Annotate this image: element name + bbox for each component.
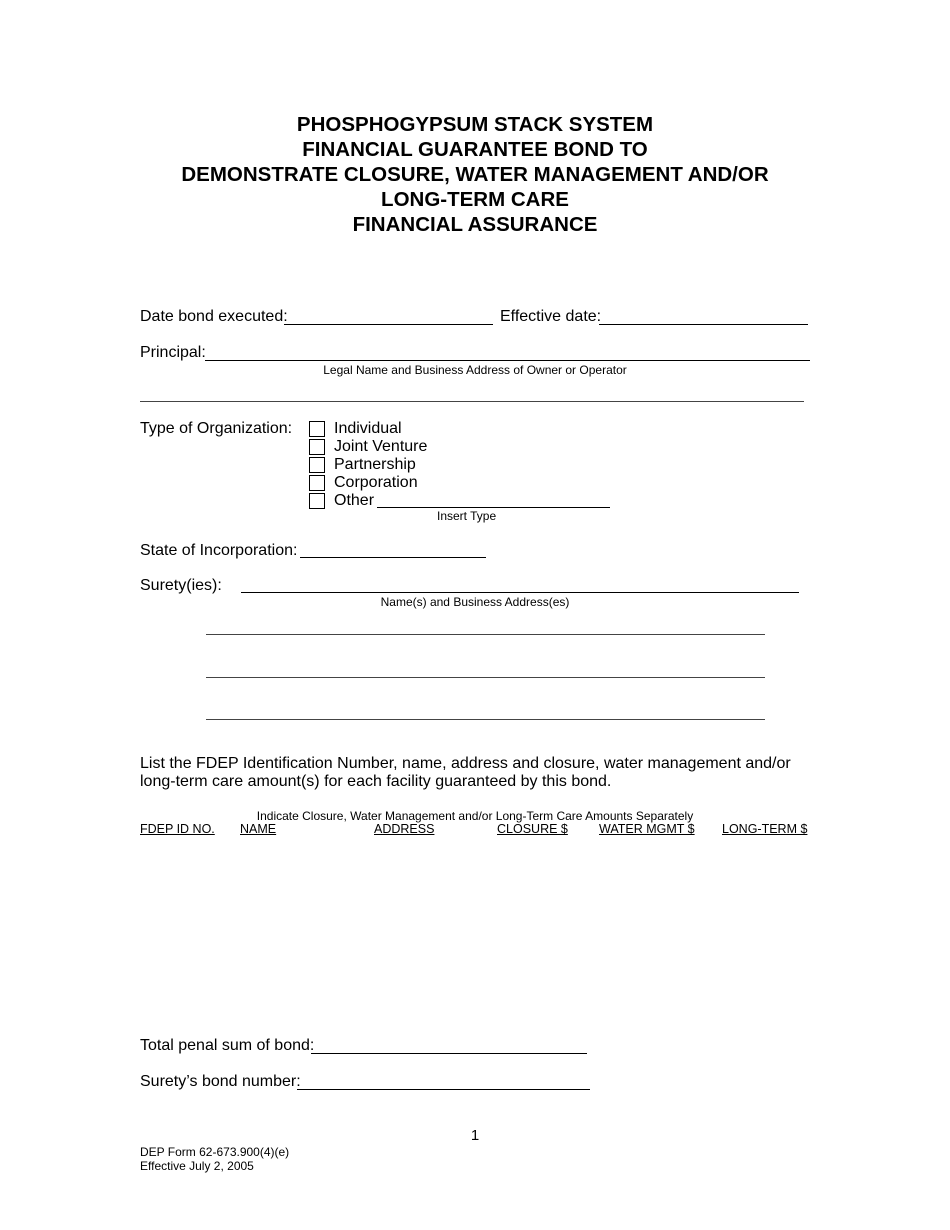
surety-field-line-3[interactable] xyxy=(206,677,765,678)
checkbox-individual[interactable] xyxy=(309,421,325,437)
principal-label: Principal: xyxy=(140,344,206,361)
date-executed-field[interactable] xyxy=(284,324,493,325)
column-name: NAME xyxy=(240,822,277,836)
form-effective-date: Effective July 2, 2005 xyxy=(140,1159,254,1173)
date-executed-label: Date bond executed: xyxy=(140,308,288,325)
penal-sum-field[interactable] xyxy=(311,1053,587,1054)
checkbox-joint-venture[interactable] xyxy=(309,439,325,455)
title-line-2: FINANCIAL GUARANTEE BOND TO xyxy=(302,138,648,161)
bond-number-field[interactable] xyxy=(297,1089,590,1090)
option-corporation: Corporation xyxy=(334,474,418,491)
option-individual: Individual xyxy=(334,420,402,437)
title-line-4: LONG-TERM CARE xyxy=(381,188,569,211)
state-label: State of Incorporation: xyxy=(140,542,298,559)
option-joint-venture: Joint Venture xyxy=(334,438,428,455)
option-other: Other xyxy=(334,492,375,509)
principal-field[interactable] xyxy=(205,360,810,361)
page-number: 1 xyxy=(470,1127,480,1144)
column-address: ADDRESS xyxy=(374,822,435,836)
effective-date-field[interactable] xyxy=(599,324,808,325)
title-line-1: PHOSPHOGYPSUM STACK SYSTEM xyxy=(296,113,654,136)
checkbox-partnership[interactable] xyxy=(309,457,325,473)
other-type-field[interactable] xyxy=(377,507,610,508)
principal-caption: Legal Name and Business Address of Owner or Operator xyxy=(323,363,627,377)
surety-field-line-4[interactable] xyxy=(206,719,765,720)
title-line-3: DEMONSTRATE CLOSURE, WATER MANAGEMENT AND/OR xyxy=(181,163,769,186)
column-fdep-id: FDEP ID NO. xyxy=(140,822,215,836)
table-note: Indicate Closure, Water Management and/or Long-Term Care Amounts Separately xyxy=(256,809,694,823)
title-line-5: FINANCIAL ASSURANCE xyxy=(352,213,598,236)
column-water-mgmt: WATER MGMT $ xyxy=(599,822,695,836)
option-partnership: Partnership xyxy=(334,456,416,473)
facility-instruction: List the FDEP Identification Number, name, address and closure, water management and/or long-term care amount(s) for each facility guaranteed by this bond. xyxy=(140,755,791,790)
insert-type-caption: Insert Type xyxy=(437,509,497,523)
penal-sum-label: Total penal sum of bond: xyxy=(140,1037,315,1054)
surety-field-line-2[interactable] xyxy=(206,634,765,635)
surety-caption: Name(s) and Business Address(es) xyxy=(380,595,570,609)
form-title xyxy=(0,112,950,237)
bond-number-label: Surety’s bond number: xyxy=(140,1073,301,1090)
org-type-label: Type of Organization: xyxy=(140,420,293,437)
checkbox-corporation[interactable] xyxy=(309,475,325,491)
surety-label: Surety(ies): xyxy=(140,577,222,594)
surety-field[interactable] xyxy=(241,592,799,593)
checkbox-other[interactable] xyxy=(309,493,325,509)
effective-date-label: Effective date: xyxy=(500,308,602,325)
form-id: DEP Form 62-673.900(4)(e) xyxy=(140,1145,290,1159)
column-long-term: LONG-TERM $ xyxy=(722,822,808,836)
column-closure: CLOSURE $ xyxy=(497,822,568,836)
principal-field-line-2[interactable] xyxy=(140,401,804,402)
state-field[interactable] xyxy=(300,557,486,558)
